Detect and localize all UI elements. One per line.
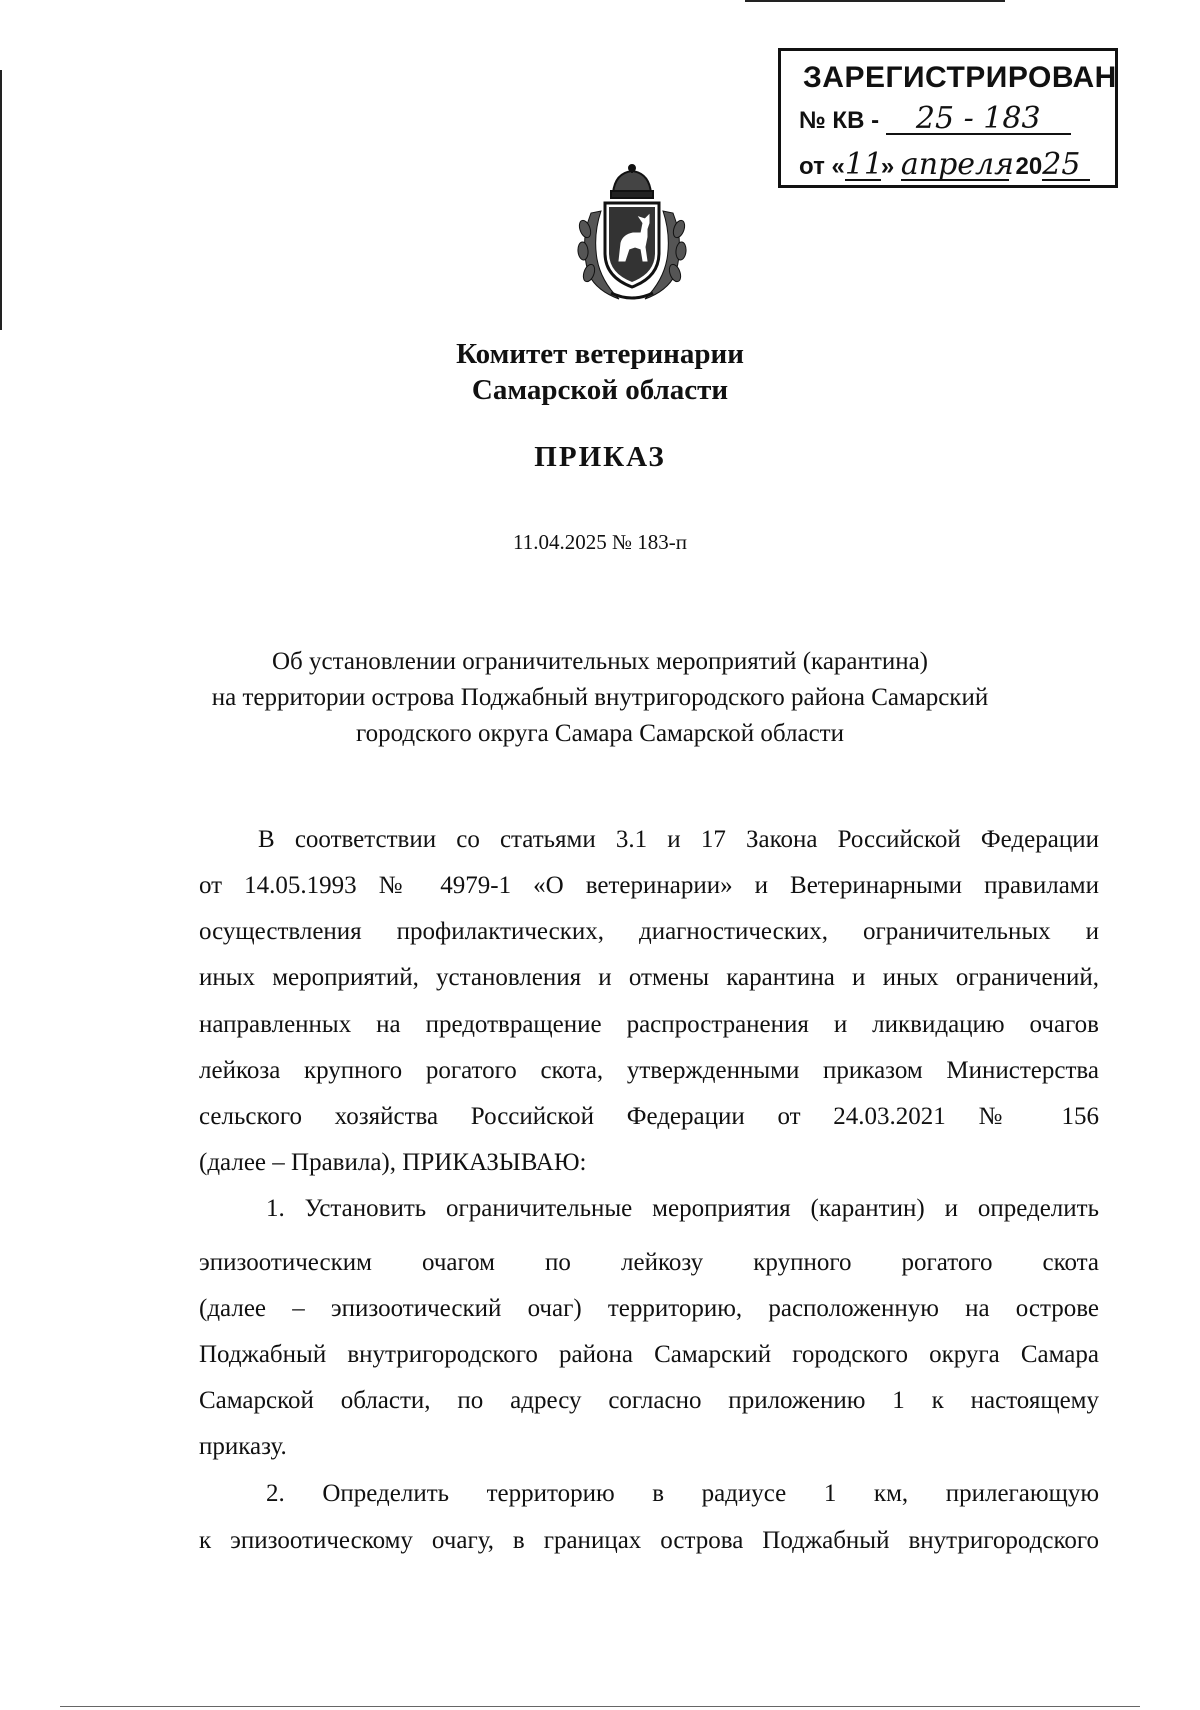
org-name-line-1: Комитет ветеринарии <box>456 338 744 370</box>
body-line: осуществления профилактических, диагностических, ограничительных и <box>199 918 1099 945</box>
subject-line: городского округа Самара Самарской области <box>356 720 844 747</box>
body-line: (далее – Правила), ПРИКАЗЫВАЮ: <box>199 1149 587 1176</box>
body-line: эпизоотическим очагом по лейкозу крупного рогатого скота <box>199 1249 1099 1276</box>
order-date-number: 11.04.2025 № 183-п <box>513 530 687 554</box>
stamp-year-handwritten: 25 <box>1042 151 1090 181</box>
body-line: Самарской области, по адресу согласно приложению 1 к настоящему <box>199 1387 1099 1414</box>
stamp-date-prefix: от « <box>799 153 845 180</box>
body-line: 2. Определить территорию в радиусе 1 км, прилегающую <box>266 1480 1099 1507</box>
stamp-year-printed: 20 <box>1015 153 1043 180</box>
body-line: лейкоза крупного рогатого скота, утвержденными приказом Министерства <box>199 1057 1099 1084</box>
body-line: сельского хозяйства Российской Федерации от 24.03.2021 № 156 <box>199 1103 1099 1130</box>
body-line: от 14.05.1993 № 4979-1 «О ветеринарии» и Ветеринарными правилами <box>199 872 1099 899</box>
stamp-date-mid: » <box>880 153 895 180</box>
registration-stamp <box>778 48 1118 188</box>
body-line: приказу. <box>199 1433 287 1460</box>
body-line: Поджабный внутригородского района Самарский городского округа Самара <box>199 1341 1099 1368</box>
subject-line: Об установлении ограничительных мероприятий (карантина) <box>271 648 929 675</box>
scan-artifact-left <box>0 70 2 330</box>
coat-of-arms-emblem <box>575 163 689 305</box>
body-line: В соответствии со статьями 3.1 и 17 Закона Российской Федерации <box>258 826 1099 853</box>
stamp-number-handwritten: 25 - 183 <box>886 105 1071 135</box>
body-line: к эпизоотическому очагу, в границах острова Поджабный внутригородского <box>199 1527 1099 1554</box>
document-type-title: ПРИКАЗ <box>534 441 666 473</box>
stamp-month-handwritten: апреля <box>900 147 1015 182</box>
subject-line: на территории острова Поджабный внутригородского района Самарский <box>211 684 989 711</box>
org-name-line-2: Самарской области <box>471 374 729 406</box>
body-line: направленных на предотвращение распространения и ликвидацию очагов <box>199 1011 1099 1038</box>
stamp-number-row <box>799 101 1071 136</box>
stamp-number-prefix: № КВ - <box>799 107 880 134</box>
stamp-title: ЗАРЕГИСТРИРОВАН <box>803 61 1117 94</box>
scan-artifact-top <box>745 0 1005 2</box>
stamp-day-handwritten: 11 <box>844 147 884 182</box>
scan-artifact-bottom <box>60 1706 1140 1707</box>
body-line: (далее – эпизоотический очаг) территорию, расположенную на острове <box>199 1295 1099 1322</box>
body-line: иных мероприятий, установления и отмены карантина и иных ограничений, <box>199 964 1099 991</box>
stamp-date-row <box>799 147 1090 182</box>
body-line: 1. Установить ограничительные мероприятия (карантин) и определить <box>266 1195 1099 1222</box>
